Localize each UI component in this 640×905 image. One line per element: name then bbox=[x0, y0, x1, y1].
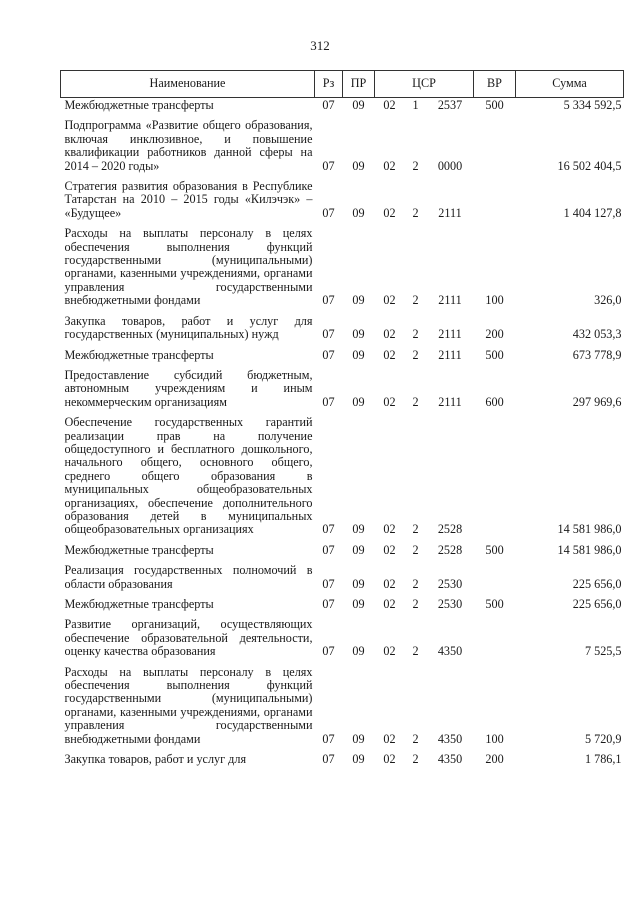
cell-csr-code: 0000 bbox=[437, 158, 463, 173]
cell-csr-program: 02 bbox=[383, 347, 396, 362]
cell-pr: 09 bbox=[352, 327, 365, 342]
cell-vr bbox=[474, 173, 516, 220]
table-row bbox=[61, 220, 624, 307]
cell-vr bbox=[474, 557, 516, 591]
cell-pr: 09 bbox=[352, 98, 365, 112]
cell-pr: 09 bbox=[352, 644, 365, 659]
cell-rz: 07 bbox=[322, 731, 335, 746]
cell-csr-program: 02 bbox=[383, 576, 396, 591]
cell-vr: 200 bbox=[485, 752, 504, 767]
cell-csr-code: 4350 bbox=[437, 731, 463, 746]
cell-vr: 600 bbox=[485, 394, 504, 409]
cell-csr-subprogram: 2 bbox=[412, 293, 419, 308]
cell-csr-subprogram: 1 bbox=[412, 98, 419, 112]
table-row bbox=[61, 362, 624, 409]
cell-vr: 500 bbox=[485, 98, 504, 112]
table-row bbox=[61, 112, 624, 173]
table-row bbox=[61, 342, 624, 362]
cell-sum: 673 778,9 bbox=[572, 347, 622, 362]
cell-csr-code: 2537 bbox=[437, 98, 463, 112]
cell-sum: 14 581 986,0 bbox=[557, 542, 622, 557]
cell-vr: 200 bbox=[485, 327, 504, 342]
table-row bbox=[61, 611, 624, 658]
header-rz: Рз bbox=[315, 71, 343, 98]
cell-rz: 07 bbox=[322, 394, 335, 409]
cell-name: Реализация государственных полномочий в области образования bbox=[64, 563, 313, 591]
cell-csr-code: 2111 bbox=[438, 293, 462, 308]
cell-csr-subprogram: 2 bbox=[412, 205, 419, 220]
cell-rz: 07 bbox=[322, 98, 335, 112]
cell-pr: 09 bbox=[352, 293, 365, 308]
cell-rz: 07 bbox=[322, 542, 335, 557]
table-row bbox=[61, 537, 624, 557]
cell-pr: 09 bbox=[352, 752, 365, 767]
table-row bbox=[61, 409, 624, 537]
cell-sum: 5 720,9 bbox=[584, 731, 622, 746]
cell-name: Предоставление субсидий бюджетным, автономным учреждениям и иным некоммерческим организациям bbox=[64, 367, 313, 409]
cell-csr-program: 02 bbox=[383, 394, 396, 409]
cell-sum: 1 404 127,8 bbox=[563, 205, 622, 220]
cell-csr-code: 2530 bbox=[437, 597, 463, 611]
cell-sum: 7 525,5 bbox=[584, 644, 622, 659]
cell-csr-subprogram: 2 bbox=[412, 327, 419, 342]
cell-name: Стратегия развития образования в Республике Татарстан на 2010 – 2015 годы «Килэчэк» – «Будущее» bbox=[64, 179, 313, 220]
cell-csr-program: 02 bbox=[383, 644, 396, 659]
cell-name: Закупка товаров, работ и услуг для государственных (муниципальных) нужд bbox=[64, 313, 313, 342]
cell-sum: 297 969,6 bbox=[572, 394, 622, 409]
cell-pr: 09 bbox=[352, 731, 365, 746]
cell-rz: 07 bbox=[322, 522, 335, 537]
cell-name: Межбюджетные трансферты bbox=[64, 542, 214, 557]
cell-vr: 100 bbox=[485, 293, 504, 308]
table-row bbox=[61, 591, 624, 611]
cell-csr-subprogram: 2 bbox=[412, 597, 419, 611]
cell-csr-code: 4350 bbox=[437, 752, 463, 767]
table-body bbox=[61, 98, 624, 767]
cell-sum: 225 656,0 bbox=[572, 597, 622, 611]
cell-vr: 100 bbox=[485, 731, 504, 746]
cell-name: Расходы на выплаты персоналу в целях обеспечения выполнения функций государственными (муниципальными) органами, казенными учреждениями, органами управления государственными внебюджетными фондами bbox=[64, 226, 313, 308]
cell-csr-subprogram: 2 bbox=[412, 731, 419, 746]
cell-pr: 09 bbox=[352, 205, 365, 220]
table-header-row bbox=[61, 71, 624, 98]
cell-pr: 09 bbox=[352, 542, 365, 557]
header-name: Наименование bbox=[61, 71, 315, 98]
cell-name: Расходы на выплаты персоналу в целях обеспечения выполнения функций государственными (муниципальными) органами, казенными учреждениями, органами управления государственными внебюджетными фондами bbox=[64, 664, 313, 746]
cell-vr bbox=[474, 409, 516, 537]
cell-rz: 07 bbox=[322, 347, 335, 362]
cell-csr-program: 02 bbox=[383, 98, 396, 112]
cell-csr-subprogram: 2 bbox=[412, 158, 419, 173]
cell-csr-code: 2530 bbox=[437, 576, 463, 591]
cell-rz: 07 bbox=[322, 293, 335, 308]
cell-csr-program: 02 bbox=[383, 731, 396, 746]
cell-vr: 500 bbox=[485, 597, 504, 611]
cell-csr-subprogram: 2 bbox=[412, 576, 419, 591]
cell-csr-program: 02 bbox=[383, 522, 396, 537]
cell-pr: 09 bbox=[352, 522, 365, 537]
cell-rz: 07 bbox=[322, 752, 335, 767]
cell-csr-program: 02 bbox=[383, 597, 396, 611]
cell-csr-code: 2528 bbox=[437, 522, 463, 537]
cell-rz: 07 bbox=[322, 576, 335, 591]
cell-csr-program: 02 bbox=[383, 327, 396, 342]
cell-rz: 07 bbox=[322, 327, 335, 342]
cell-pr: 09 bbox=[352, 394, 365, 409]
cell-pr: 09 bbox=[352, 158, 365, 173]
cell-pr: 09 bbox=[352, 597, 365, 611]
cell-csr-code: 4350 bbox=[437, 644, 463, 659]
cell-rz: 07 bbox=[322, 644, 335, 659]
cell-csr-code: 2111 bbox=[438, 327, 462, 342]
cell-sum: 1 786,1 bbox=[584, 752, 622, 767]
cell-name: Межбюджетные трансферты bbox=[64, 597, 214, 611]
cell-vr bbox=[474, 112, 516, 173]
cell-vr bbox=[474, 611, 516, 658]
cell-sum: 16 502 404,5 bbox=[557, 158, 622, 173]
cell-vr: 500 bbox=[485, 542, 504, 557]
cell-sum: 225 656,0 bbox=[572, 576, 622, 591]
table-row bbox=[61, 308, 624, 342]
cell-csr-subprogram: 2 bbox=[412, 644, 419, 659]
table-row bbox=[61, 659, 624, 746]
table-row bbox=[61, 557, 624, 591]
cell-name: Межбюджетные трансферты bbox=[64, 98, 214, 112]
cell-csr-subprogram: 2 bbox=[412, 394, 419, 409]
header-pr: ПР bbox=[343, 71, 375, 98]
cell-csr-program: 02 bbox=[383, 158, 396, 173]
header-vr: ВР bbox=[474, 71, 516, 98]
cell-name: Развитие организаций, осуществляющих обеспечение образовательной деятельности, оценку качества образования bbox=[64, 617, 313, 659]
cell-csr-subprogram: 2 bbox=[412, 542, 419, 557]
cell-name: Закупка товаров, работ и услуг для bbox=[64, 752, 247, 767]
cell-csr-subprogram: 2 bbox=[412, 347, 419, 362]
cell-csr-program: 02 bbox=[383, 752, 396, 767]
header-csr: ЦСР bbox=[375, 71, 474, 98]
page-number: 312 bbox=[310, 38, 330, 53]
cell-rz: 07 bbox=[322, 205, 335, 220]
budget-table bbox=[60, 70, 624, 766]
cell-pr: 09 bbox=[352, 576, 365, 591]
cell-rz: 07 bbox=[322, 597, 335, 611]
cell-name: Подпрограмма «Развитие общего образования, включая инклюзивное, и повышение квалификации работников данной сферы на 2014 – 2020 годы» bbox=[64, 118, 313, 173]
table-row bbox=[61, 173, 624, 220]
cell-name: Межбюджетные трансферты bbox=[64, 347, 214, 362]
cell-sum: 14 581 986,0 bbox=[557, 522, 622, 537]
header-sum: Сумма bbox=[516, 71, 624, 98]
cell-rz: 07 bbox=[322, 158, 335, 173]
cell-csr-subprogram: 2 bbox=[412, 522, 419, 537]
table-row bbox=[61, 746, 624, 766]
cell-sum: 5 334 592,5 bbox=[563, 98, 622, 112]
table-row bbox=[61, 98, 624, 113]
cell-csr-program: 02 bbox=[383, 205, 396, 220]
cell-csr-program: 02 bbox=[383, 542, 396, 557]
cell-csr-code: 2111 bbox=[438, 347, 462, 362]
cell-csr-program: 02 bbox=[383, 293, 396, 308]
cell-sum: 326,0 bbox=[594, 293, 622, 308]
cell-name: Обеспечение государственных гарантий реализации прав на получение общедоступного и бесплатного дошкольного, начального общего, основного общего, среднего общего образования в муниципальных общеобразовательных организациях, обеспечение дополнительного образования детей в муниципальных общеобразовательных организациях bbox=[64, 415, 313, 537]
cell-csr-code: 2111 bbox=[438, 394, 462, 409]
cell-csr-subprogram: 2 bbox=[412, 752, 419, 767]
cell-vr: 500 bbox=[485, 347, 504, 362]
cell-sum: 432 053,3 bbox=[572, 327, 622, 342]
cell-pr: 09 bbox=[352, 347, 365, 362]
cell-csr-code: 2111 bbox=[438, 205, 462, 220]
cell-csr-code: 2528 bbox=[437, 542, 463, 557]
